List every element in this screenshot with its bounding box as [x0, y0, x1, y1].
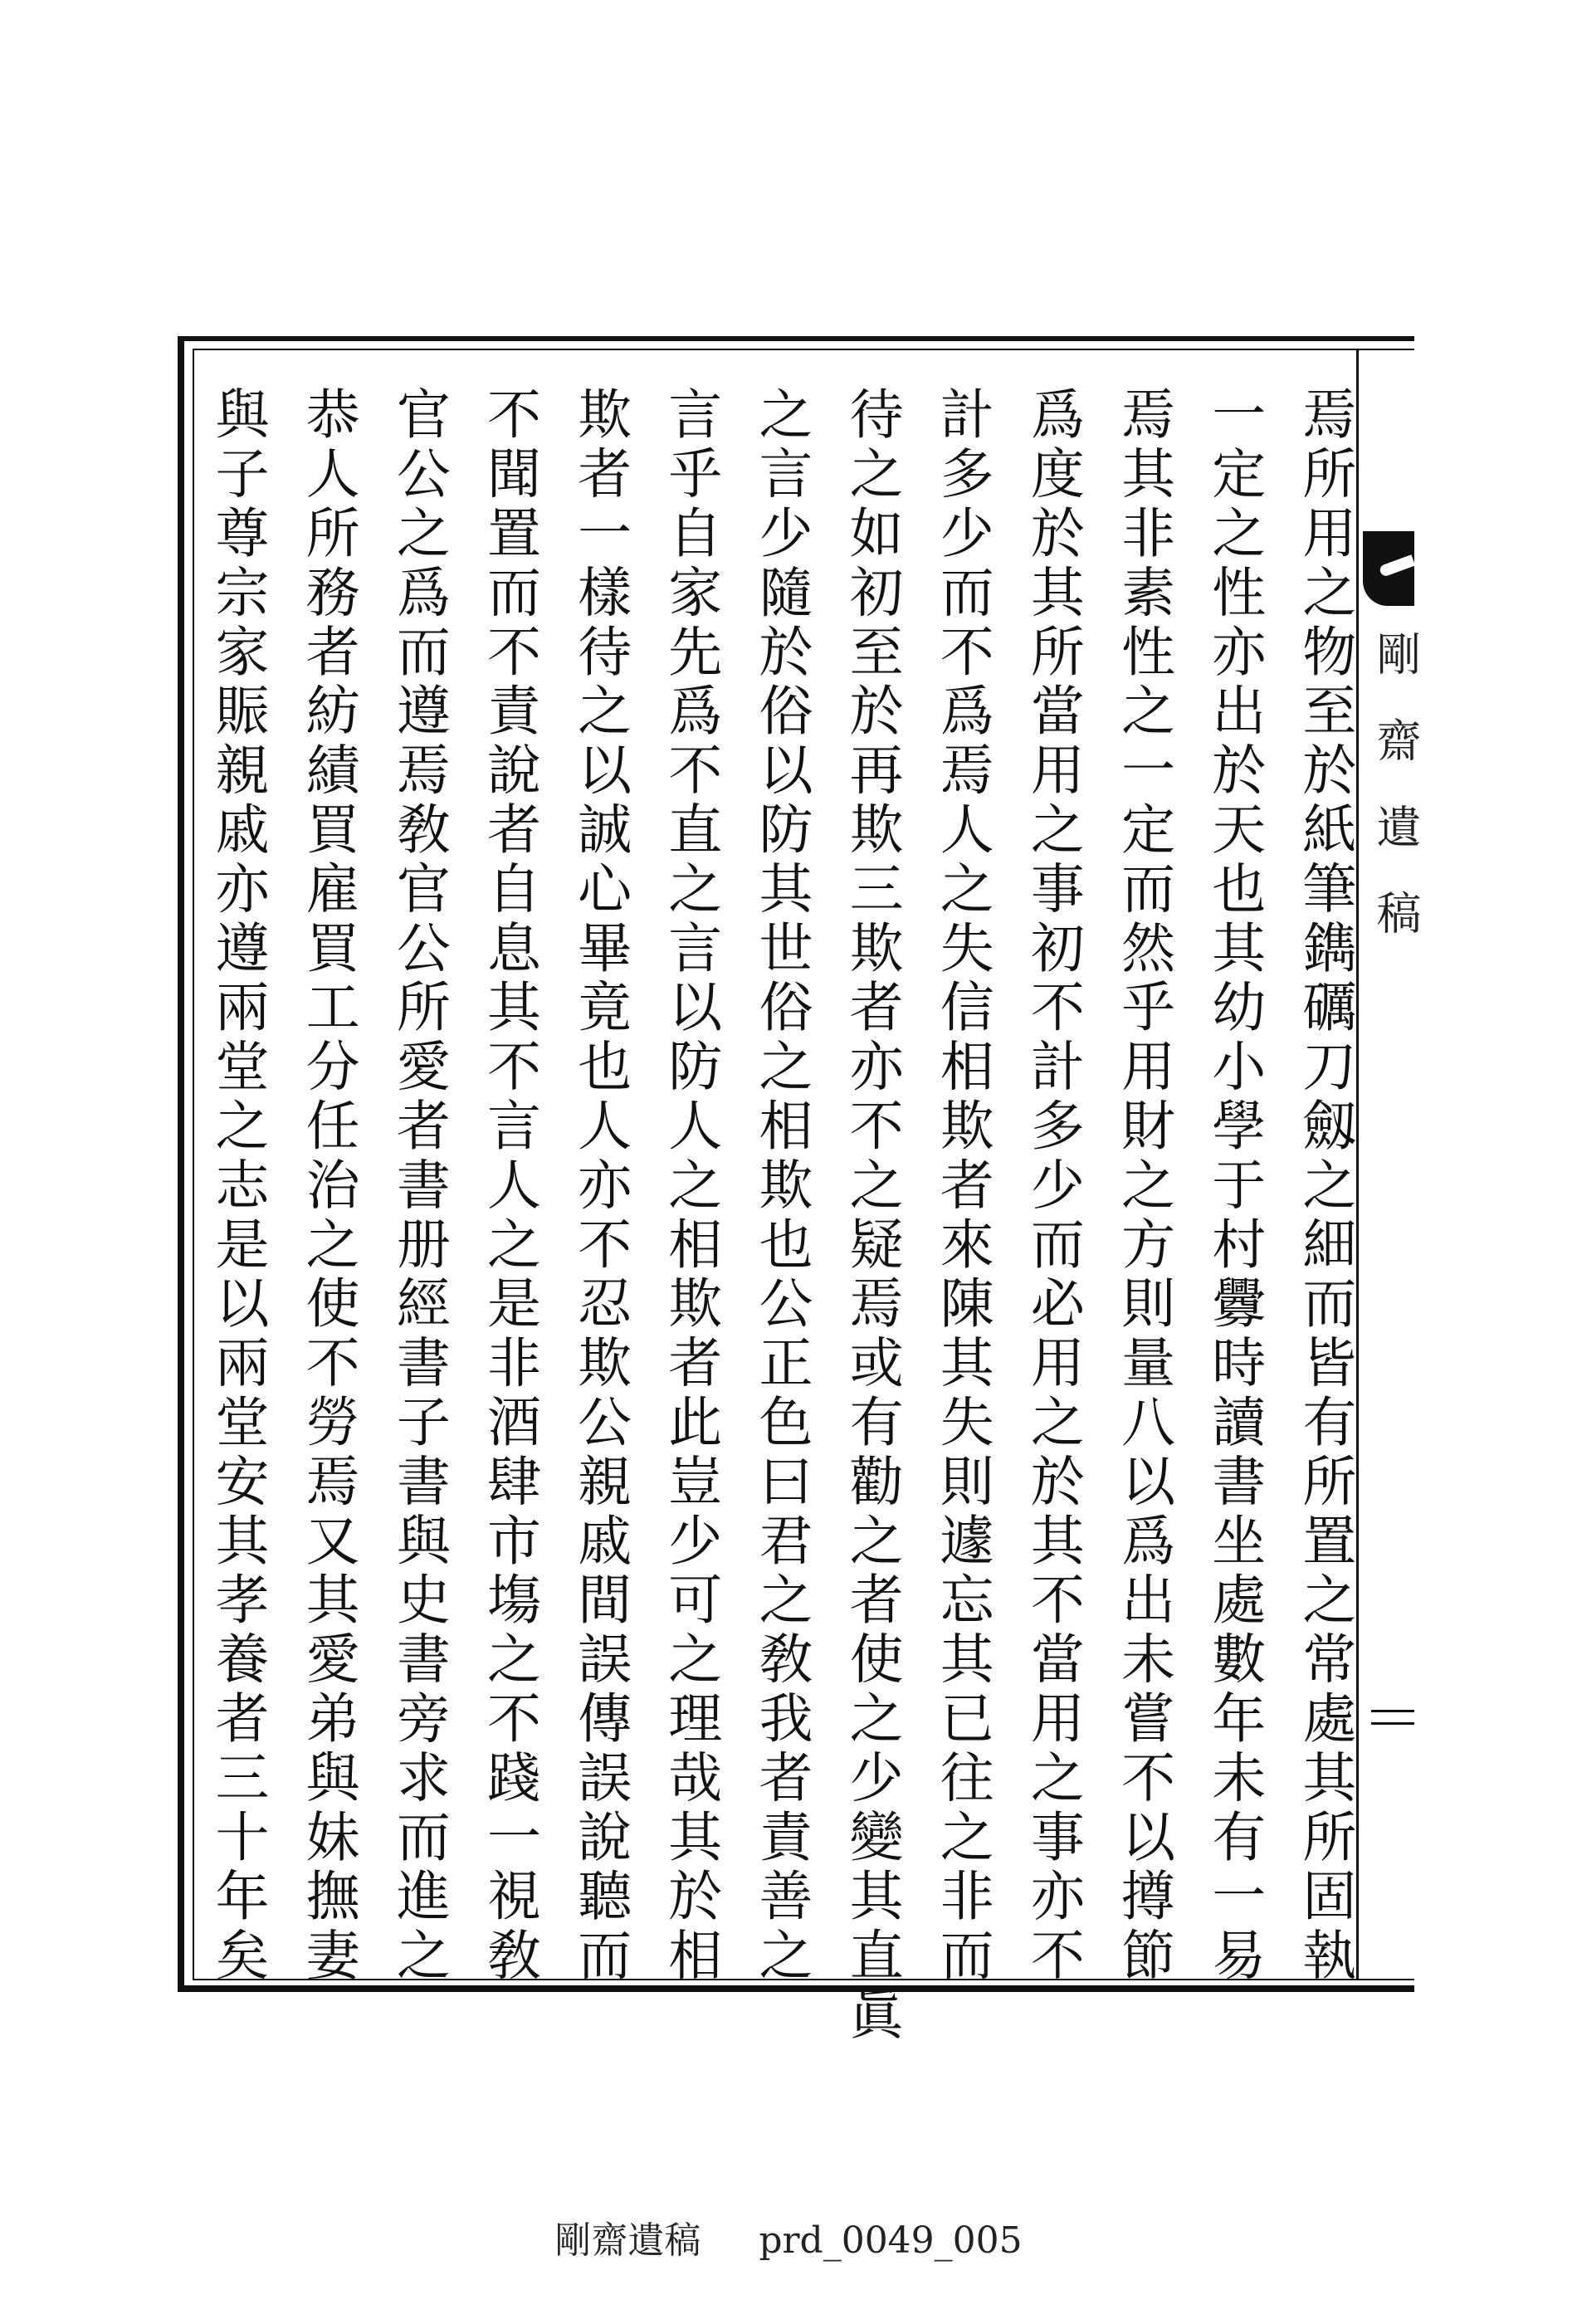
text-column-1: 焉所用之物至於紙筆鐫礪刀劔之細而皆有所置之常處其所固執 [1292, 386, 1355, 1986]
page-caption [0, 2218, 1577, 2264]
text-column-2: 一定之性亦出於天也其幼小學于村釁時讀書坐處數年未有一易 [1202, 386, 1265, 1986]
text-column-11: 官公之爲而遵焉敎官公所愛者書册經書子書與史書旁求而進之 [387, 386, 450, 1986]
caption-id: prd_0049_005 [759, 2219, 1023, 2262]
fishtail-mark [1363, 531, 1414, 606]
text-column-3: 焉其非素性之一定而然乎用財之方則量八以爲出未嘗不以撙節 [1111, 386, 1174, 1986]
text-body [199, 386, 1361, 2046]
text-column-12: 恭人所務者紡績買雇買工分任治之使不勞焉又其愛弟與妹撫妻 [296, 386, 359, 1986]
text-column-9: 欺者一樣待之以誠心畢竟也人亦不忍欺公親戚間誤傳誤說聽而 [568, 386, 631, 1986]
fold-title: 剛齋遺稿 [1370, 631, 1422, 976]
text-column-10: 不聞置而不責說者自息其不言人之是非酒肆市塲之不踐一視敎 [477, 386, 540, 1986]
text-column-8: 言乎自家先爲不直之言以防人之相欺者此豈少可之理哉其於相 [658, 386, 721, 1986]
text-column-4: 爲度於其所當用之事初不計多少而必用之於其不當用之事亦不 [1021, 386, 1084, 1986]
text-column-13: 與子尊宗家賑親戚亦遵兩堂之志是以兩堂安其孝養者三十年矣 [206, 386, 268, 1986]
fold-double-line [1371, 1710, 1414, 1725]
caption-title: 剛齋遺稿 [554, 2219, 701, 2262]
text-column-6: 待之如初至於再欺三欺者亦不之疑焉或有勸之者使之少變其直眞 [840, 386, 903, 2046]
text-column-5: 計多少而不爲焉人之失信相欺者來陳其失則遽忘其已往之非而 [930, 386, 994, 1986]
text-column-7: 之言少隨於俗以防其世俗之相欺也公正色曰君之敎我者責善之 [749, 386, 812, 1986]
